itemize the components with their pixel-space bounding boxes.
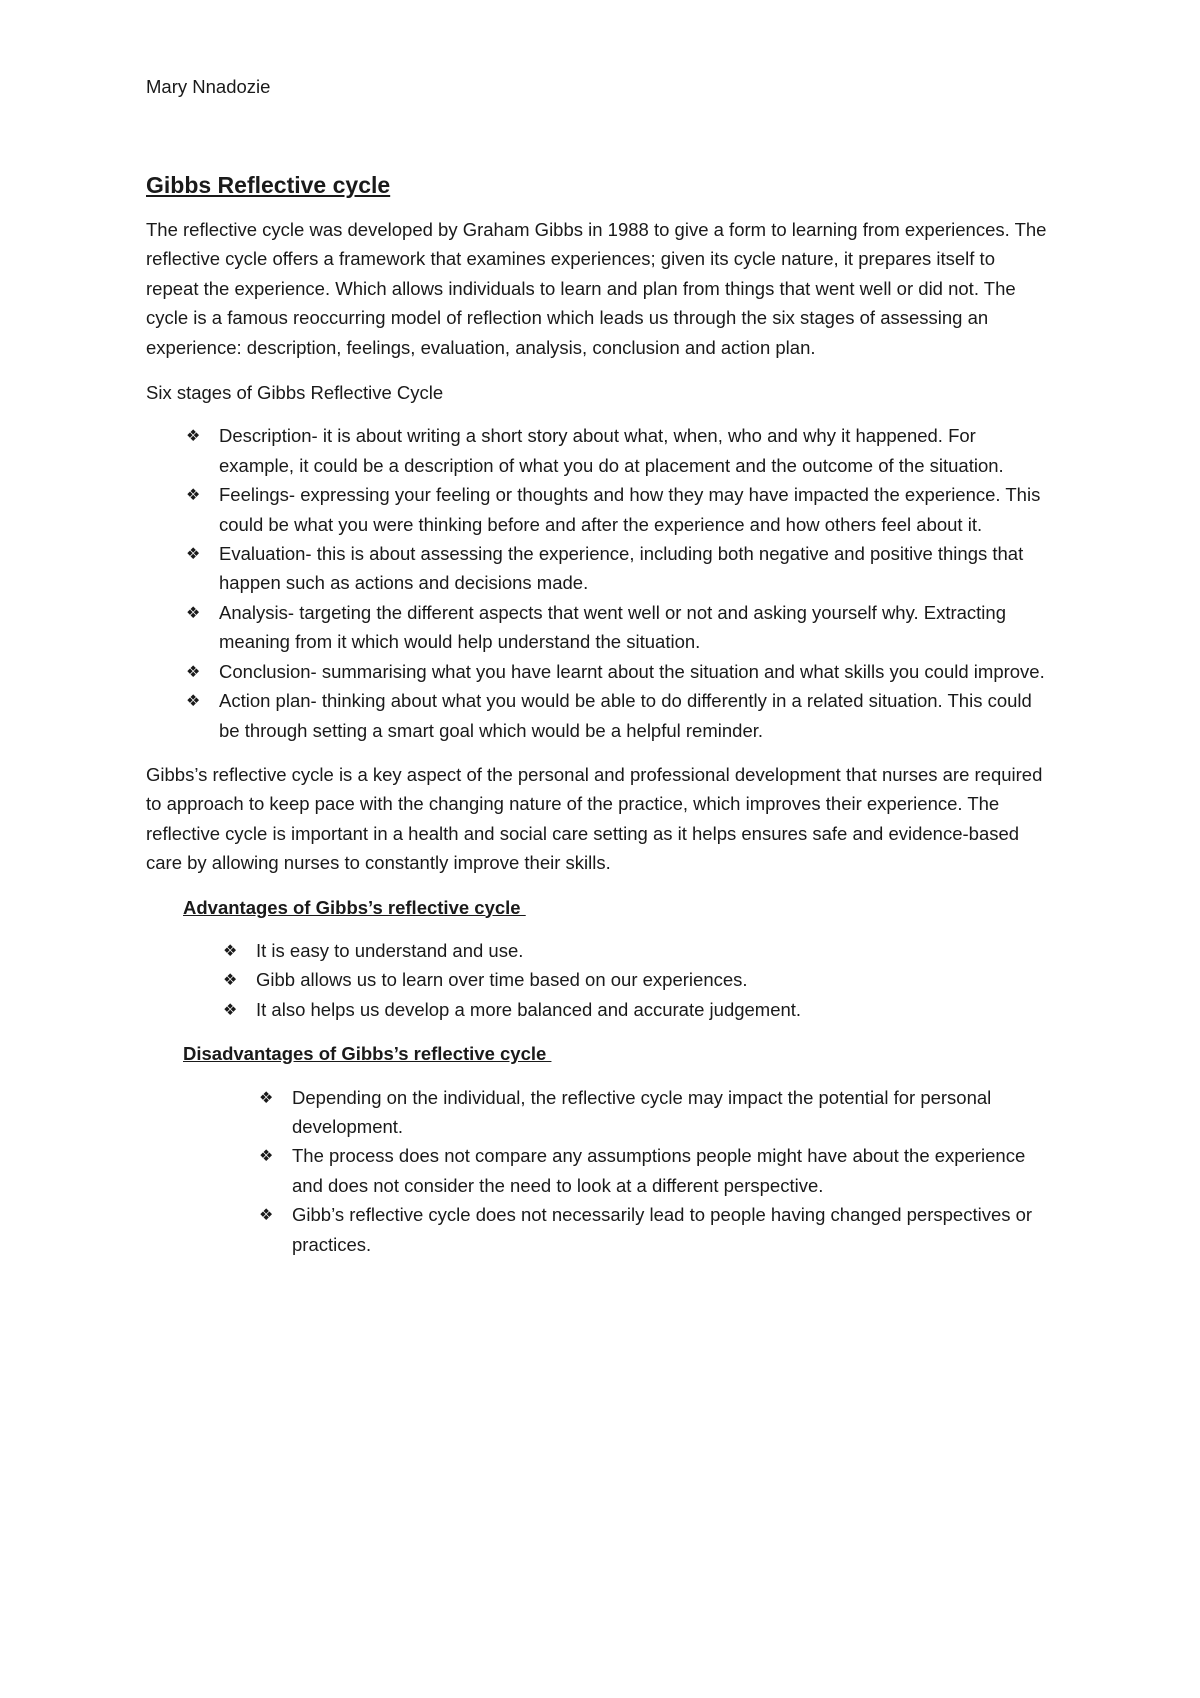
list-item-text: Analysis- targeting the different aspects that went well or not and asking yourself why. Extracting meaning from it which would help understand the situation. [219, 601, 1006, 653]
list-item-text: Gibb allows us to learn over time based on our experiences. [256, 969, 748, 991]
list-item [146, 1083, 1050, 1142]
list-item [146, 421, 1050, 480]
list-item-text: Action plan- thinking about what you would be able to do differently in a related situation. This could be through setting a smart goal which would be a helpful reminder. [219, 690, 1032, 741]
diamond-bullet-icon: ❖ [259, 1146, 274, 1166]
document-title: Gibbs Reflective cycle [146, 172, 391, 198]
list-item [146, 539, 1050, 598]
diamond-bullet-icon: ❖ [186, 485, 201, 505]
diamond-bullet-icon: ❖ [186, 691, 201, 711]
list-item [146, 657, 1050, 686]
list-item-text: Depending on the individual, the reflective cycle may impact the potential for personal development. [292, 1086, 992, 1137]
advantages-heading: Advantages of Gibbs’s reflective cycle [183, 896, 526, 918]
list-item [146, 598, 1050, 657]
list-item [146, 1200, 1050, 1259]
diamond-bullet-icon: ❖ [223, 970, 238, 990]
list-item [146, 480, 1050, 539]
diamond-bullet-icon: ❖ [186, 602, 201, 622]
list-item [146, 936, 1050, 965]
list-item-text: It is easy to understand and use. [256, 939, 524, 961]
diamond-bullet-icon: ❖ [259, 1087, 274, 1107]
disadvantages-heading: Disadvantages of Gibbs’s reflective cycle [183, 1043, 552, 1065]
diamond-bullet-icon: ❖ [223, 999, 238, 1019]
diamond-bullet-icon: ❖ [186, 426, 201, 446]
list-item [146, 995, 1050, 1024]
list-item-text: Gibb’s reflective cycle does not necessarily lead to people having changed perspectives or practices. [292, 1204, 1033, 1255]
list-item-text: Description- it is about writing a short story about what, when, who and why it happened. For example, it could be a description of what you do at placement and the outcome of the situation. [219, 425, 1004, 476]
list-item-text: Conclusion- summarising what you have learnt about the situation and what skills you could improve. [219, 660, 1045, 682]
list-item-text: Evaluation- this is about assessing the experience, including both negative and positive things that happen such as actions and decisions made. [219, 543, 1024, 594]
disadvantages-list [146, 1083, 1050, 1259]
list-item-text: It also helps us develop a more balanced and accurate judgement. [256, 998, 802, 1020]
diamond-bullet-icon: ❖ [186, 661, 201, 681]
list-item-text: The process does not compare any assumptions people might have about the experience and does not consider the need to look at a different perspective. [292, 1145, 1026, 1196]
summary-paragraph: Gibbs’s reflective cycle is a key aspect of the personal and professional development that nurses are required to approach to keep pace with the changing nature of the practice, which improves their experience. The reflective cycle is important in a health and social care setting as it helps ensures safe and evidence-based care by allowing nurses to constantly improve their skills. [146, 763, 1043, 874]
list-item [146, 965, 1050, 994]
diamond-bullet-icon: ❖ [259, 1205, 274, 1225]
intro-paragraph: The reflective cycle was developed by Graham Gibbs in 1988 to give a form to learning from experiences. The reflective cycle offers a framework that examines experiences; given its cycle nature, it prepares itself to repeat the experience. Which allows individuals to learn and plan from things that went well or did not. The cycle is a famous reoccurring model of reflection which leads us through the six stages of assessing an experience: description, feelings, evaluation, analysis, conclusion and action plan. [146, 219, 1047, 358]
advantages-list [146, 936, 1050, 1024]
diamond-bullet-icon: ❖ [186, 544, 201, 564]
list-item [146, 686, 1050, 745]
stages-list [146, 421, 1050, 744]
stages-heading: Six stages of Gibbs Reflective Cycle [146, 382, 444, 404]
diamond-bullet-icon: ❖ [223, 940, 238, 960]
author-name: Mary Nnadozie [146, 76, 271, 97]
list-item-text: Feelings- expressing your feeling or thoughts and how they may have impacted the experience. This could be what you were thinking before and after the experience and how others feel about it. [219, 484, 1041, 535]
list-item [146, 1141, 1050, 1200]
